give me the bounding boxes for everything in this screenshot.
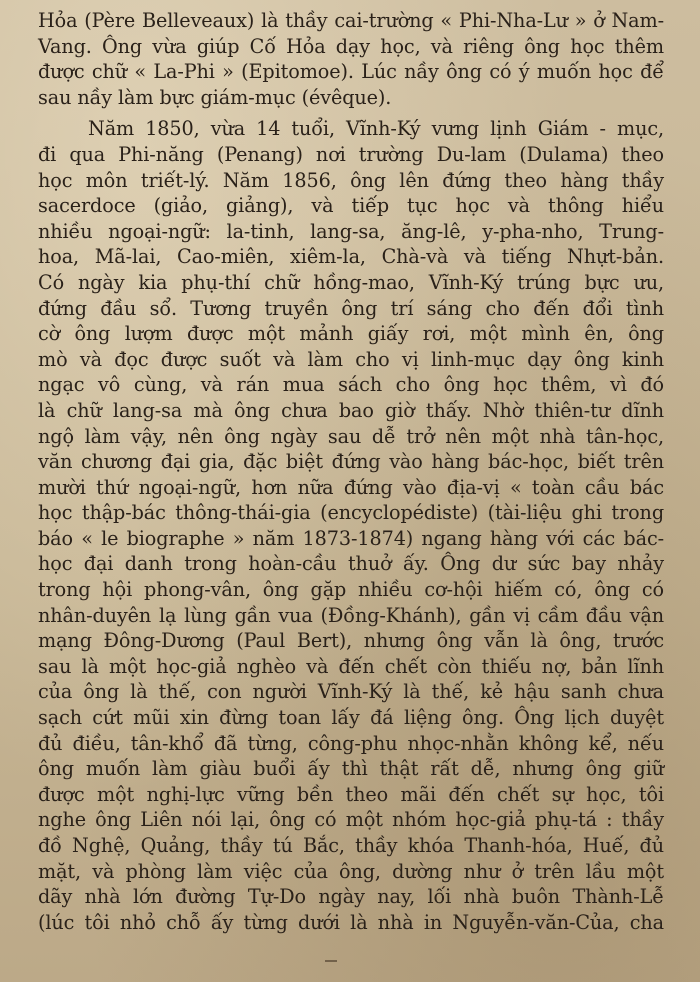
text-line: ngộ làm vậy, nên ông ngày sau dễ trở nên một nhà tân-học, [38,424,664,448]
text-line: học thập-bác thông-thái-gia (encyclopédiste) (tài-liệu ghi trong [38,501,664,525]
page-number-mark [325,960,337,968]
text-line: đủ điều, tân-khổ đã từng, công-phu nhọc-nhằn không kể, nếu [38,731,664,755]
text-line: được chữ « La-Phi » (Epitomoe). Lúc nầy ông có ý muốn học để [38,60,664,84]
text-line: được một nghị-lực vững bền theo mãi đến chết sự học, tôi [38,782,664,806]
text-line: sạch cứt mũi xin đừng toan lấy đá liệng ông. Ông lịch duyệt [38,706,664,730]
text-line: Có ngày kia phụ-thí chữ hồng-mao, Vĩnh-Ký trúng bực ưu, [38,270,664,294]
text-line: mò và đọc được suốt và làm cho vị linh-mục dạy ông kinh [38,347,664,371]
text-line: hoa, Mã-lai, Cao-miên, xiêm-la, Chà-và và tiếng Nhựt-bản. [38,245,664,269]
text-line: trong hội phong-vân, ông gặp nhiều cơ-hội hiếm có, ông có [38,578,664,602]
text-line: sau nầy làm bực giám-mục (évêque). [38,85,392,109]
paragraph-continuation [38,8,664,110]
text-line: của ông là thế, con người Vĩnh-Ký là thế, kẻ hậu sanh chưa [38,680,664,704]
text-line: học đại danh trong hoàn-cầu thuở ấy. Ông dư sức bay nhảy [38,552,664,576]
text-line: đi qua Phi-năng (Penang) nơi trường Du-lam (Dulama) theo [38,142,664,166]
text-line: cờ ông lượm được một mảnh giấy rơi, một mình ên, ông [38,322,664,346]
text-line: là chữ lang-sa mà ông chưa bao giờ thấy. Nhờ thiên-tư dĩnh [38,398,664,422]
text-line: sau là một học-giả nghèo và đến chết còn thiếu nợ, bản lĩnh [38,654,664,678]
text-line: (lúc tôi nhỏ chỗ ấy từng dưới là nhà in Nguyễn-văn-Của, cha [38,910,664,934]
text-line: mạng Đông-Dương (Paul Bert), nhưng ông vẫn là ông, trước [38,629,664,653]
text-line: nhiều ngoại-ngữ: la-tinh, lang-sa, ăng-lê, y-pha-nho, Trung- [38,219,664,243]
paragraph-main [38,116,664,935]
text-line: văn chương đại gia, đặc biệt đứng vào hàng bác-học, biết trên [38,450,664,474]
text-line: sacerdoce (giảo, giảng), và tiếp tục học và thông hiểu [38,194,664,218]
text-line: dãy nhà lớn đường Tự-Do ngày nay, lối nhà buôn Thành-Lễ [38,885,664,909]
text-line: nghe ông Liên nói lại, ông có một nhóm học-giả phụ-tá : thầy [38,808,664,832]
text-line: Hỏa (Père Belleveaux) là thầy cai-trường « Phi-Nha-Lư » ở Nam- [38,9,664,32]
text-line: ngạc vô cùng, và rán mua sách cho ông học thêm, vì đó [38,373,664,397]
text-line: nhân-duyên lạ lùng gần vua (Đồng-Khánh), gần vị cầm đầu vận [38,603,664,627]
text-line: ông muốn làm giàu buổi ấy thì thật rất dễ, nhưng ông giữ [38,757,664,781]
text-line: mười thứ ngoại-ngữ, hơn nữa đứng vào địa-vị « toàn cầu bác [38,475,664,499]
text-line: báo « le biographe » năm 1873-1874) ngang hàng với các bác- [38,526,664,550]
text-line: đồ Nghệ, Quảng, thầy tú Bắc, thầy khóa Thanh-hóa, Huế, đủ [38,834,664,857]
text-line: học môn triết-lý. Năm 1856, ông lên đứng theo hàng thầy [38,168,664,192]
text-line: Vang. Ông vừa giúp Cố Hỏa dạy học, và riêng ông học thêm [38,34,664,58]
text-line: mặt, và phòng làm việc của ông, dường như ở trên lầu một [38,859,664,883]
body-text [38,8,664,935]
text-line: đứng đầu sổ. Tương truyền ông trí sáng cho đến đổi tình [38,296,664,320]
text-line: Năm 1850, vừa 14 tuổi, Vĩnh-Ký vưng lịnh Giám - mục, [88,117,664,141]
